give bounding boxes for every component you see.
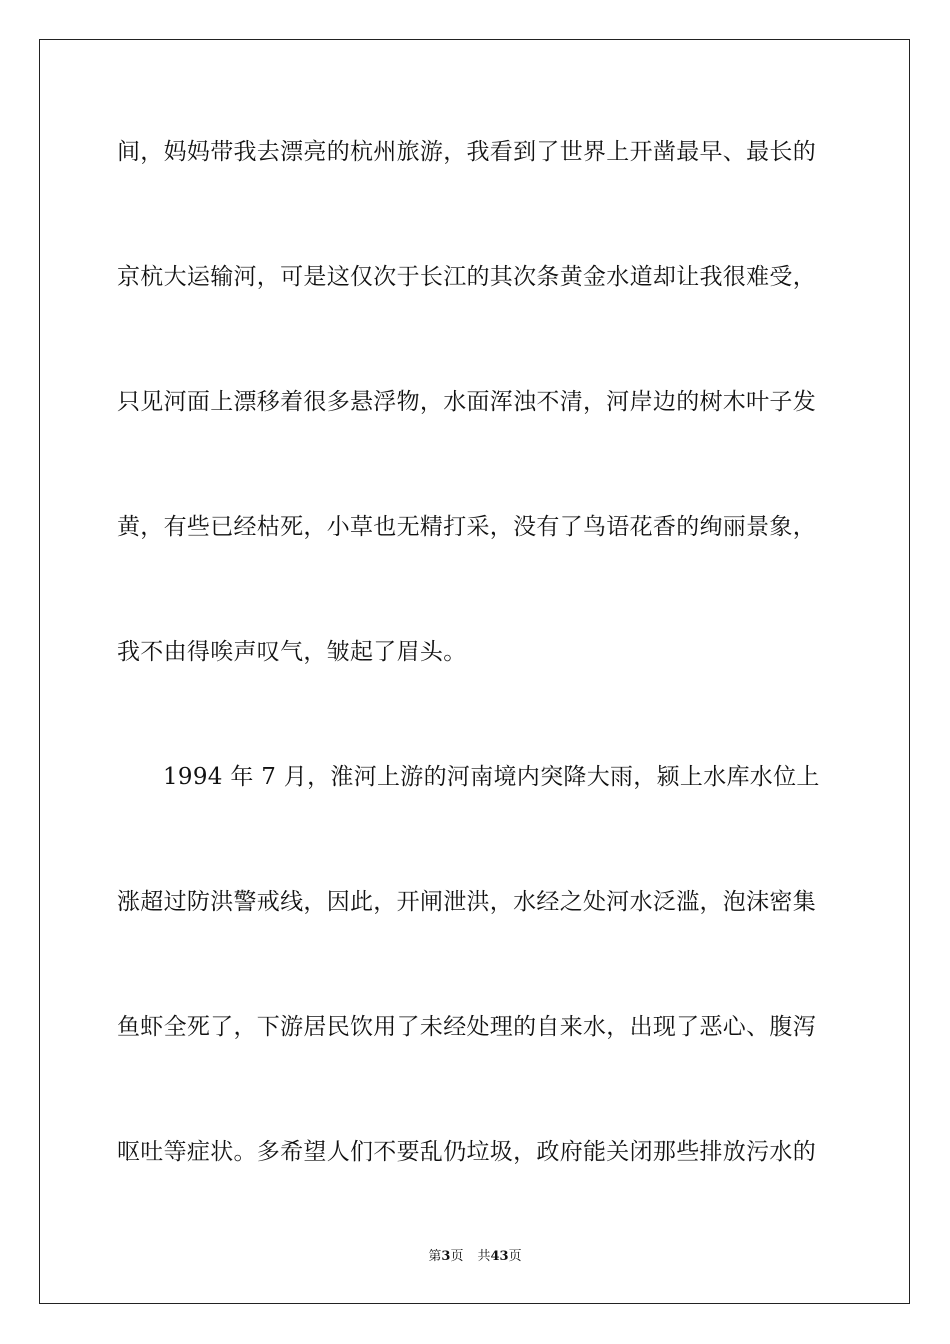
page-number: 3 bbox=[441, 1249, 451, 1264]
text-line-3: 只见河面上漂移着很多悬浮物，水面浑浊不清，河岸边的树木叶子发 bbox=[117, 389, 816, 415]
page-prefix: 第 bbox=[428, 1249, 442, 1264]
text-line-6-paragraph-start: 1994 年 7 月，淮河上游的河南境内突降大雨，颍上水库水位上 bbox=[163, 764, 820, 790]
page-border bbox=[39, 39, 910, 1304]
total-prefix: 共 bbox=[477, 1249, 491, 1264]
text-line-7: 涨超过防洪警戒线，因此，开闸泄洪，水经之处河水泛滥，泡沫密集 bbox=[117, 889, 816, 915]
text-line-1: 间，妈妈带我去漂亮的杭州旅游，我看到了世界上开凿最早、最长的 bbox=[117, 139, 816, 165]
text-line-5: 我不由得唉声叹气，皱起了眉头。 bbox=[117, 639, 467, 665]
text-line-4: 黄，有些已经枯死，小草也无精打采，没有了鸟语花香的绚丽景象， bbox=[117, 514, 816, 540]
total-pages: 43 bbox=[490, 1249, 509, 1264]
page-suffix: 页 bbox=[450, 1249, 464, 1264]
text-line-2: 京杭大运输河，可是这仅次于长江的其次条黄金水道却让我很难受， bbox=[117, 264, 816, 290]
text-line-9: 呕吐等症状。多希望人们不要乱仍垃圾，政府能关闭那些排放污水的 bbox=[117, 1139, 816, 1165]
text-line-8: 鱼虾全死了，下游居民饮用了未经处理的自来水，出现了恶心、腹泻 bbox=[117, 1014, 816, 1040]
total-suffix: 页 bbox=[508, 1249, 522, 1264]
page-footer bbox=[0, 1248, 950, 1266]
